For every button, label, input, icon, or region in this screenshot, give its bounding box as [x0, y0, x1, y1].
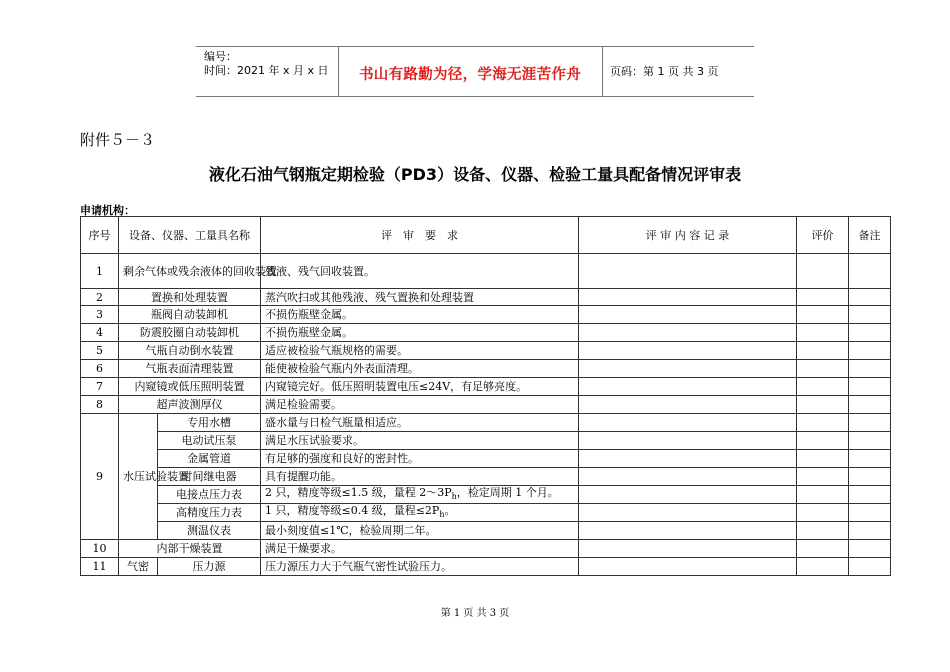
row-equipment-name: 金属管道 [158, 450, 261, 468]
remark-cell[interactable] [849, 558, 891, 576]
row-equipment-name: 瓶阀自动装卸机 [119, 306, 261, 324]
record-cell[interactable] [579, 540, 797, 558]
record-cell[interactable] [579, 504, 797, 522]
remark-cell[interactable] [849, 254, 891, 289]
remark-cell[interactable] [849, 468, 891, 486]
record-cell[interactable] [579, 378, 797, 396]
document-date: 时间：2021 年 x 月 x 日 [204, 64, 329, 77]
row-seq: 2 [81, 289, 119, 306]
header-rating: 评价 [797, 217, 849, 254]
page-code: 页码：第 1 页 共 3 页 [610, 65, 719, 78]
rating-cell[interactable] [797, 450, 849, 468]
rating-cell[interactable] [797, 342, 849, 360]
motto: 书山有路勤为径，学海无涯苦作舟 [359, 67, 581, 83]
remark-cell[interactable] [849, 342, 891, 360]
rating-cell[interactable] [797, 486, 849, 504]
table-row [81, 468, 891, 486]
remark-cell[interactable] [849, 450, 891, 468]
record-cell[interactable] [579, 342, 797, 360]
row-requirement: 最小刻度值≤1℃，检验周期二年。 [261, 522, 579, 540]
record-cell[interactable] [579, 450, 797, 468]
table-row [81, 504, 891, 522]
header-seq: 序号 [81, 217, 119, 254]
table-row [81, 342, 891, 360]
record-cell[interactable] [579, 558, 797, 576]
row-seq: 1 [81, 254, 119, 289]
record-cell[interactable] [579, 468, 797, 486]
applicant-label: 申请机构： [80, 204, 135, 217]
row-requirement: 满足干燥要求。 [261, 540, 579, 558]
rating-cell[interactable] [797, 522, 849, 540]
table-row [81, 396, 891, 414]
row-seq: 7 [81, 378, 119, 396]
subscript: h [439, 510, 445, 520]
row-equipment-name: 专用水槽 [158, 414, 261, 432]
header-remark: 备注 [849, 217, 891, 254]
rating-cell[interactable] [797, 414, 849, 432]
review-table [80, 216, 891, 576]
row-seq: 11 [81, 558, 119, 576]
record-cell[interactable] [579, 360, 797, 378]
remark-cell[interactable] [849, 522, 891, 540]
table-row [81, 360, 891, 378]
remark-cell[interactable] [849, 324, 891, 342]
row-requirement: 不损伤瓶壁金属。 [261, 306, 579, 324]
table-row [81, 432, 891, 450]
header-divider-right [602, 46, 603, 96]
record-cell[interactable] [579, 254, 797, 289]
row-requirement: 满足水压试验要求。 [261, 432, 579, 450]
table-row [81, 324, 891, 342]
table-row [81, 522, 891, 540]
header-record: 评 审 内 容 记 录 [579, 217, 797, 254]
rating-cell[interactable] [797, 324, 849, 342]
row-equipment-name: 压力源 [158, 558, 261, 576]
remark-cell[interactable] [849, 540, 891, 558]
document-number-label: 编号： [204, 50, 237, 63]
rating-cell[interactable] [797, 432, 849, 450]
row-equipment-name: 电接点压力表 [158, 486, 261, 504]
row-requirement [261, 504, 579, 522]
record-cell[interactable] [579, 396, 797, 414]
row-equipment-name: 置换和处理装置 [119, 289, 261, 306]
row-equipment-name: 气瓶自动倒水装置 [119, 342, 261, 360]
group-name-hydro-test: 水压试验装置 [119, 414, 158, 540]
row-requirement: 满足检验需要。 [261, 396, 579, 414]
row-requirement [261, 486, 579, 504]
row-requirement: 内窥镜完好。低压照明装置电压≤24V，有足够亮度。 [261, 378, 579, 396]
header-bottom-rule [196, 96, 754, 97]
header-equipment: 设备、仪器、工量具名称 [119, 217, 261, 254]
rating-cell[interactable] [797, 254, 849, 289]
row-requirement: 不损伤瓶壁金属。 [261, 324, 579, 342]
row-seq: 8 [81, 396, 119, 414]
table-row [81, 540, 891, 558]
row-equipment-name: 内窥镜或低压照明装置 [119, 378, 261, 396]
attachment-label: 附件５－３ [80, 131, 156, 149]
record-cell[interactable] [579, 324, 797, 342]
row-equipment-name: 电动试压泵 [158, 432, 261, 450]
row-equipment-name: 时间继电器 [158, 468, 261, 486]
remark-cell[interactable] [849, 289, 891, 306]
requirement-text: 1 只，精度等级≤0.4 级，量程≤2P [265, 504, 440, 518]
row-equipment-name: 高精度压力表 [158, 504, 261, 522]
rating-cell[interactable] [797, 360, 849, 378]
row-seq: 5 [81, 342, 119, 360]
row-equipment-name: 测温仪表 [158, 522, 261, 540]
header-top-rule [196, 46, 754, 47]
remark-cell[interactable] [849, 486, 891, 504]
row-requirement: 残液、残气回收装置。 [261, 254, 579, 289]
page-footer: 第 1 页 共 3 页 [440, 608, 510, 619]
table-row [81, 306, 891, 324]
table-row [81, 289, 891, 306]
record-cell[interactable] [579, 432, 797, 450]
rating-cell[interactable] [797, 289, 849, 306]
record-cell[interactable] [579, 306, 797, 324]
remark-cell[interactable] [849, 396, 891, 414]
remark-cell[interactable] [849, 360, 891, 378]
row-equipment-name: 内部干燥装置 [119, 540, 261, 558]
record-cell[interactable] [579, 289, 797, 306]
row-requirement: 能使被检验气瓶内外表面清理。 [261, 360, 579, 378]
table-row [81, 486, 891, 504]
requirement-text-tail: 。 [444, 504, 456, 518]
row-seq: 4 [81, 324, 119, 342]
table-row [81, 558, 891, 576]
table-row [81, 450, 891, 468]
row-requirement: 盛水量与日检气瓶量相适应。 [261, 414, 579, 432]
table-header-row [81, 217, 891, 254]
row-requirement: 压力源压力大于气瓶气密性试验压力。 [261, 558, 579, 576]
rating-cell[interactable] [797, 468, 849, 486]
header-requirement: 评 审 要 求 [261, 217, 579, 254]
remark-cell[interactable] [849, 414, 891, 432]
remark-cell[interactable] [849, 378, 891, 396]
rating-cell[interactable] [797, 378, 849, 396]
row-seq: 10 [81, 540, 119, 558]
record-cell[interactable] [579, 522, 797, 540]
record-cell[interactable] [579, 486, 797, 504]
table-row [81, 414, 891, 432]
record-cell[interactable] [579, 414, 797, 432]
row-equipment-name: 剩余气体或残余液体的回收装置 [119, 254, 261, 289]
remark-cell[interactable] [849, 306, 891, 324]
rating-cell[interactable] [797, 540, 849, 558]
row-requirement: 适应被检验气瓶规格的需要。 [261, 342, 579, 360]
row-requirement: 蒸汽吹扫或其他残液、残气置换和处理装置 [261, 289, 579, 306]
row-seq: 9 [81, 414, 119, 540]
row-requirement: 具有提醒功能。 [261, 468, 579, 486]
row-equipment-name: 防震胶圈自动装卸机 [119, 324, 261, 342]
requirement-text-tail: ，检定周期 1 个月。 [456, 486, 559, 499]
table-row [81, 378, 891, 396]
row-seq: 6 [81, 360, 119, 378]
row-seq: 3 [81, 306, 119, 324]
subscript: h [451, 492, 457, 502]
row-equipment-name: 气瓶表面清理装置 [119, 360, 261, 378]
rating-cell[interactable] [797, 504, 849, 522]
rating-cell[interactable] [797, 396, 849, 414]
row-requirement: 有足够的强度和良好的密封性。 [261, 450, 579, 468]
group-name-airtight: 气密 [119, 558, 158, 576]
requirement-text: 2 只，精度等级≤1.5 级，量程 2～3P [265, 486, 452, 499]
remark-cell[interactable] [849, 432, 891, 450]
remark-cell[interactable] [849, 504, 891, 522]
row-equipment-name: 超声波测厚仪 [119, 396, 261, 414]
table-row [81, 254, 891, 289]
rating-cell[interactable] [797, 558, 849, 576]
document-title: 液化石油气钢瓶定期检验（PD3）设备、仪器、检验工量具配备情况评审表 [208, 165, 742, 184]
rating-cell[interactable] [797, 306, 849, 324]
